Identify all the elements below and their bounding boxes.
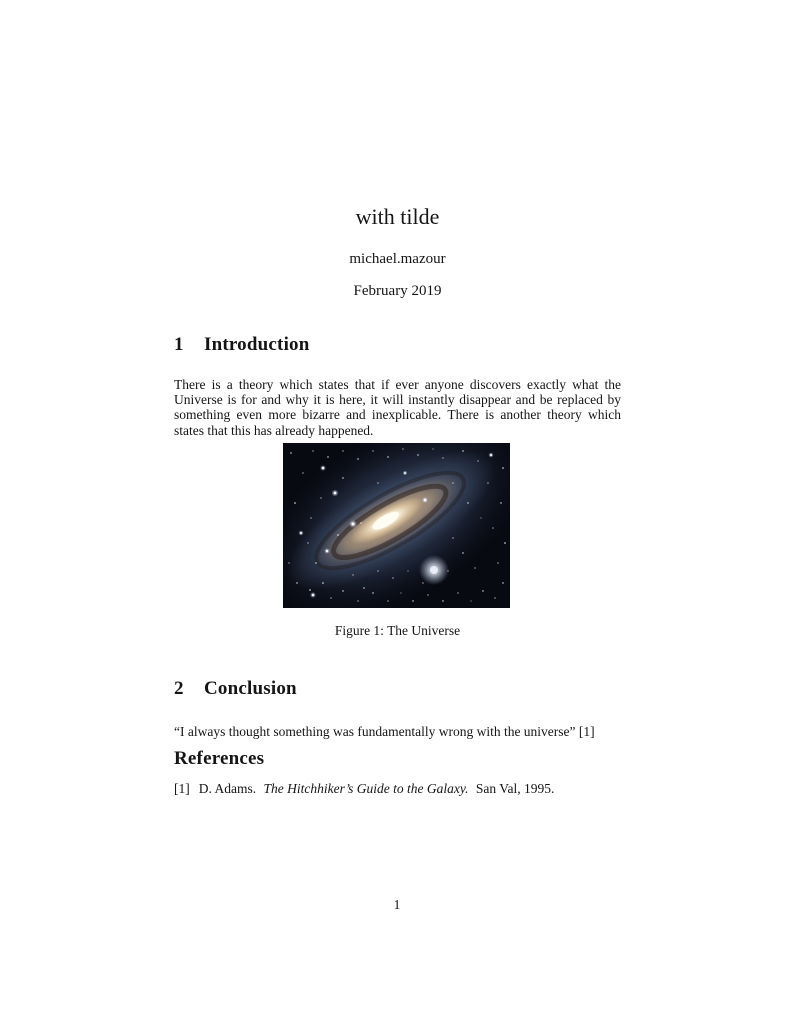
section-heading-conclusion: [174, 678, 621, 700]
page-title: with tilde: [355, 204, 440, 229]
reference-publisher: San Val, 1995.: [475, 781, 555, 796]
section-title: Introduction: [204, 334, 310, 355]
author: michael.mazour: [349, 251, 446, 267]
page-number: 1: [393, 897, 401, 912]
introduction-paragraph: There is a theory which states that if ever anyone discovers exactly what the Universe is for and why it is here, it will instantly disappear and be replaced by something even more bizarre and inexplicable. There is another theory which states that this has already happened.: [174, 376, 621, 438]
section-heading-introduction: [174, 334, 621, 356]
section-number: 1: [174, 334, 184, 355]
reference-entry: [174, 781, 621, 796]
section-number: 2: [174, 678, 184, 699]
section-heading-references: References: [174, 748, 265, 769]
reference-label: [1]: [174, 781, 190, 796]
figure-caption: Figure 1: The Universe: [334, 623, 461, 638]
reference-title: The Hitchhiker’s Guide to the Galaxy.: [263, 781, 469, 796]
section-title: Conclusion: [204, 678, 297, 699]
date: February 2019: [353, 283, 442, 299]
reference-text: [199, 781, 559, 796]
reference-authors: D. Adams.: [198, 781, 257, 796]
companion-galaxy-core: [430, 566, 438, 574]
conclusion-paragraph: “I always thought something was fundamentally wrong with the universe” [1]: [174, 723, 595, 739]
universe-figure-image: [283, 443, 510, 608]
